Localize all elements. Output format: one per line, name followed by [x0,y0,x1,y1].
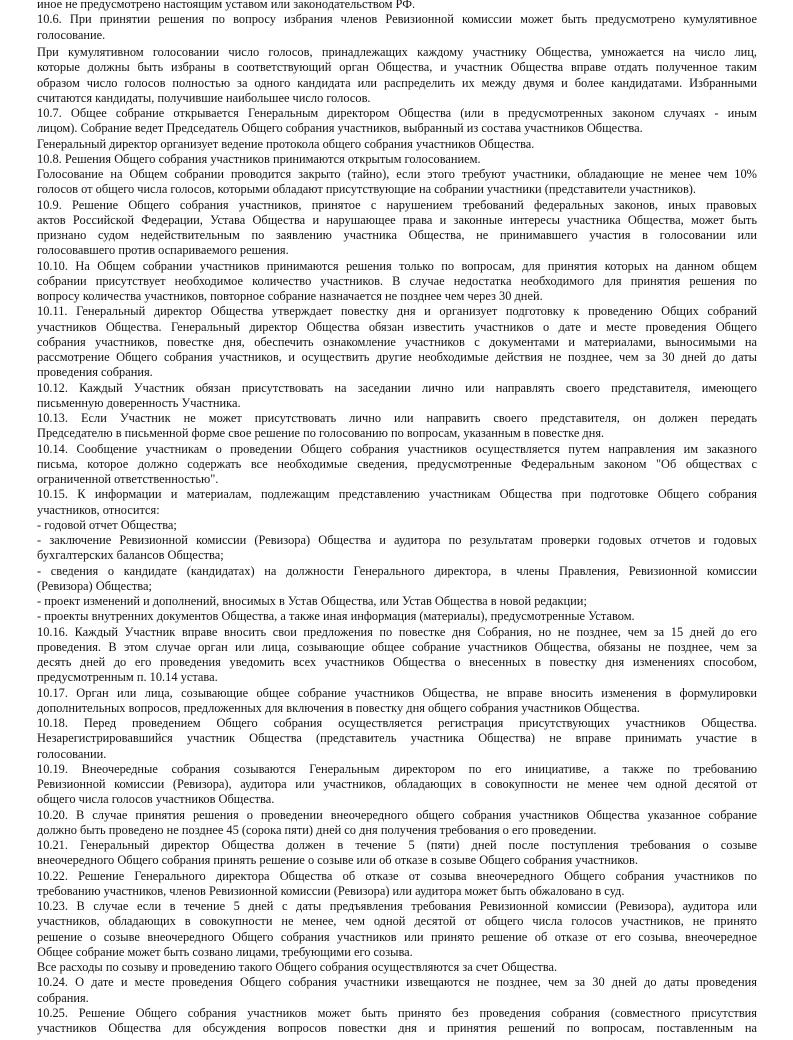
text-line: образом число голосов полностью за одного кандидата или распределить их между двумя и более кандидатами. Избранными [37,75,757,90]
text-line: лицом). Собрание ведет Председатель Общего собрания участников, выбранный из состава участников Общества. [37,121,643,136]
text-line: 10.22. Решение Генерального директора Общества об отказе от созыва внеочередного Общего собрания участников по [37,868,757,883]
text-line: должно быть проведено не позднее 45 (сорока пяти) дней со дня получения требования о его проведении. [37,822,597,837]
text-line: голосовавшего против оспариваемого решения. [37,243,289,258]
paragraph-10-8-secret [37,167,757,198]
text-line: вопросу количества участников, повторное собрание назначается не позднее чем через 30 дней. [37,289,543,304]
paragraph-10-16 [37,625,757,686]
paragraph-10-13 [37,411,757,442]
paragraph-10-9 [37,198,757,259]
text-line: Председателю в письменной форме свое решение по голосованию по вопросам, указанным в повестке дня. [37,426,605,441]
text-line: иное не предусмотрено настоящим уставом или законодательством РФ. [37,0,416,11]
text-line: 10.18. Перед проведением Общего собрания осуществляется регистрация присутствующих участников Общества. [37,716,757,731]
paragraph-10-6-cumulative [37,45,757,106]
text-line: десять дней до его проведения уведомить всех участников Общества о внесенных в повестку дня изменениях способом, [37,655,757,670]
paragraph-intro-tail [37,0,757,12]
text-line: 10.16. Каждый Участник вправе вносить свои предложения по повестке дня Собрания, но не позднее, чем за 15 дней до его [37,624,757,639]
text-line: 10.12. Каждый Участник обязан присутствовать на заседании лично или направлять своего представителя, имеющего [37,380,757,395]
text-line: ограниченной ответственностью". [37,472,219,487]
text-line: 10.25. Решение Общего собрания участников может быть принято без проведения собрания (совместного присутствия [37,1005,757,1020]
text-line: 10.21. Генеральный директор Общества должен в течение 5 (пяти) дней после поступления требования о созыве [37,838,757,853]
paragraph-10-19 [37,762,757,808]
text-line: участников, обладающих в совокупности не менее, чем одной десятой от общего числа голосов участников, не принято [37,914,757,929]
text-line: проведения собрания. [37,365,153,380]
text-line: 10.24. О дате и месте проведения Общего собрания участники извещаются не позднее, чем за 30 дней до даты проведения [37,975,757,990]
paragraph-10-11 [37,304,757,380]
text-line: общего числа голосов участников Общества. [37,792,275,807]
text-line: участников Общества. Генеральный директор Общества обязан известить участников о дате и месте проведения Общего [37,319,757,334]
text-line: - проект изменений и дополнений, вносимых в Устав Общества, или Устав Общества в новой редакции; [37,594,587,609]
text-line: письменную доверенность Участника. [37,395,241,410]
paragraph-10-15 [37,487,757,518]
paragraph-10-24 [37,975,757,1006]
text-line: 10.11. Генеральный директор Общества утверждает повестку дня и организует подготовку к проведению Общих собраний [37,304,757,319]
text-line: 10.23. В случае если в течение 5 дней с даты предъявления требования Ревизионной комиссии (Ревизора), аудитора или [37,899,757,914]
text-line: 10.7. Общее собрание открывается Генеральным директором Общества (или в предусмотренных законом случаях - иным [37,106,757,121]
paragraph-10-23 [37,899,757,960]
text-line: считаются кандидаты, получившие наибольшее число голосов. [37,90,371,105]
paragraph-10-7 [37,106,757,137]
paragraph-10-12 [37,381,757,412]
paragraph-10-15-item-1 [37,518,757,533]
paragraph-10-18 [37,716,757,762]
text-line: 10.9. Решение Общего собрания участников, принятое с нарушением требований федеральных законов, иных правовых [37,197,757,212]
text-line: решение о созыве внеочередного Общего собрания участников или принято решение об отказе от его созыва, внеочередное [37,929,757,944]
text-line: участников Общества для обсуждения вопросов повестки дня и принятия решений по вопросам, поставленным на [37,1021,757,1036]
text-line: бухгалтерских балансов Общества; [37,548,224,563]
text-line: Все расходы по созыву и проведению такого Общего собрания осуществляются за счет Общества. [37,960,558,975]
text-line: Ревизионной комиссии (Ревизора), аудитора или участников, обладающих в совокупности не менее чем одной десятой от [37,777,757,792]
paragraph-10-6 [37,12,757,43]
paragraph-10-25 [37,1006,757,1037]
document-body [37,0,757,1036]
paragraph-10-7-protocol [37,137,757,152]
text-line: актов Российской Федерации, Устава Общества и нарушающее права и законные интересы участника Общества, может быть [37,212,757,227]
paragraph-10-15-item-3 [37,564,757,595]
paragraph-10-8 [37,152,757,167]
text-line: 10.13. Если Участник не может присутствовать лично или направить своего представителя, он должен передать [37,411,757,426]
text-line: дополнительных вопросов, предложенных для включения в повестку дня общего собрания участников Общества. [37,700,640,715]
text-line: 10.6. При принятии решения по вопросу избрания членов Ревизионной комиссии может быть предусмотрено кумулятивное [37,12,757,27]
paragraph-10-20 [37,808,757,839]
text-line: письма, которое должно содержать все необходимые сведения, предусмотренные Федеральным законом "Об обществах с [37,456,757,471]
paragraph-10-10 [37,259,757,305]
paragraph-10-23-costs [37,960,757,975]
text-line: голосов от общего числа голосов, которыми обладают присутствующие на собрании участники (представители участников). [37,182,697,197]
text-line: 10.20. В случае принятия решения о проведении внеочередного общего собрания участников Общества указанное собрание [37,807,757,822]
text-line: голосование. [37,27,106,42]
text-line: требованию участников, членов Ревизионной комиссии (Ревизора) или аудитора может быть обжаловано в суд. [37,883,625,898]
text-line: - сведения о кандидате (кандидатах) на должности Генерального директора, в члены Правления, Ревизионной комиссии [37,563,757,578]
paragraph-10-22 [37,869,757,900]
text-line: Незарегистрировавшийся участник Общества (представитель участника Общества) не вправе принимать участие в [37,731,757,746]
text-line: 10.15. К информации и материалам, подлежащим представлению участникам Общества при подготовке Общего собрания [37,487,757,502]
text-line: предусмотренным п. 10.14 устава. [37,670,218,685]
paragraph-10-15-item-5 [37,609,757,624]
text-line: внеочередного Общего собрания принять решение о созыве или об отказе в созыве Общего собрания участников. [37,853,638,868]
text-line: которые должны быть избраны в соответствующий орган Общества, и участник Общества вправе отдать полученное таким [37,60,757,75]
text-line: (Ревизора) Общества; [37,578,152,593]
text-line: собрания. [37,990,89,1005]
text-line: 10.19. Внеочередные собрания созываются Генеральным директором по его инициативе, а также по требованию [37,761,757,776]
text-line: Генеральный директор организует ведение протокола общего собрания участников Общества. [37,136,535,151]
text-line: голосовании. [37,746,107,761]
paragraph-10-21 [37,838,757,869]
text-line: собрания участников, повестке дня, обеспечить ознакомление участников с документами и материалами, выносимыми на [37,334,757,349]
text-line: 10.8. Решения Общего собрания участников принимаются открытым голосованием. [37,151,481,166]
text-line: Голосование на Общем собрании проводится закрыто (тайно), если этого требуют участники, обладающие не менее чем 10% [37,167,757,182]
text-line: собрании присутствует необходимое количество участников. В случае недостатка необходимого для принятия решения по [37,273,757,288]
text-line: признано судом недействительным по заявлению участника Общества, не принимавшего участия в голосовании или [37,228,757,243]
paragraph-10-15-item-2 [37,533,757,564]
paragraph-10-15-item-4 [37,594,757,609]
text-line: проведения. В этом случае орган или лица, созывающие общее собрание участников Общества, обязаны не позднее, чем за [37,639,757,654]
text-line: - проекты внутренних документов Общества, а также иная информация (материалы), предусмотренные Уставом. [37,609,635,624]
text-line: При кумулятивном голосовании число голосов, принадлежащих каждому участнику Общества, умножается на число лиц, [37,45,757,60]
text-line: Общее собрание может быть созвано лицами, требующими его созыва. [37,944,413,959]
text-line: 10.10. На Общем собрании участников принимаются решения только по вопросам, для принятия которых на данном общем [37,258,757,273]
paragraph-10-14 [37,442,757,488]
text-line: участников, относится: [37,502,160,517]
text-line: 10.17. Орган или лица, созывающие общее собрание участников Общества, не вправе вносить изменения в формулировки [37,685,757,700]
text-line: - заключение Ревизионной комиссии (Ревизора) Общества и аудитора по результатам проверки годовых отчетов и годовых [37,533,757,548]
paragraph-10-17 [37,686,757,717]
text-line: 10.14. Сообщение участникам о проведении Общего собрания участников осуществляется путем направления им заказного [37,441,757,456]
text-line: - годовой отчет Общества; [37,517,177,532]
text-line: рассмотрение Общего собрания участников, и осуществить другие необходимые действия не позднее, чем за 30 дней до даты [37,350,757,365]
